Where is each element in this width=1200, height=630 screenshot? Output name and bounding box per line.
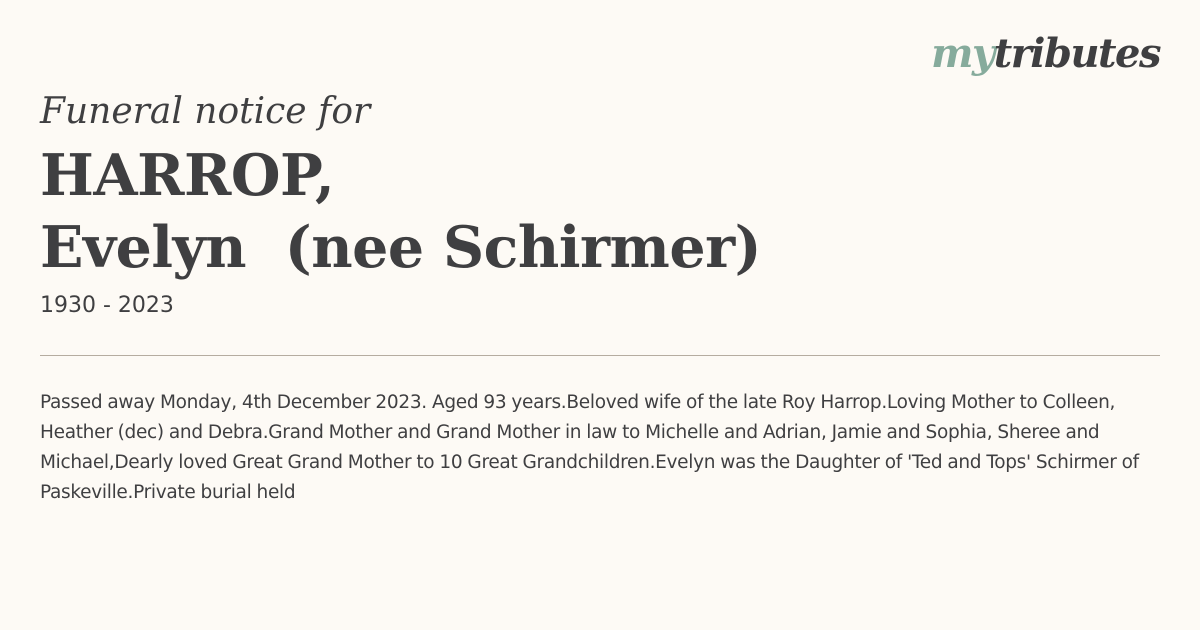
logo-part-my: my: [931, 30, 994, 77]
logo-part-tributes: tributes: [993, 30, 1160, 77]
given-name-line: Evelyn (nee Schirmer): [40, 214, 762, 281]
notice-body-text: Passed away Monday, 4th December 2023. Aged 93 years.Beloved wife of the late Roy Harrop.Loving Mother to Colleen, Heather (dec) and Debra.Grand Mother and Grand Mother in law to Michelle and Adrian, Jamie and Sophia, Sheree and Michael,Dearly loved Great Grand Mother to 10 Great Grandchildren.Evelyn was the Daughter of 'Ted and Tops' Schirmer of Paskeville.Private burial held: [40, 392, 1139, 503]
mytributes-logo[interactable]: [931, 30, 1160, 77]
life-years: 1930 - 2023: [40, 293, 174, 318]
deceased-name: [40, 140, 761, 284]
section-divider: [40, 355, 1160, 356]
surname-line: HARROP,: [40, 142, 335, 209]
notice-intro: Funeral notice for: [40, 91, 371, 132]
